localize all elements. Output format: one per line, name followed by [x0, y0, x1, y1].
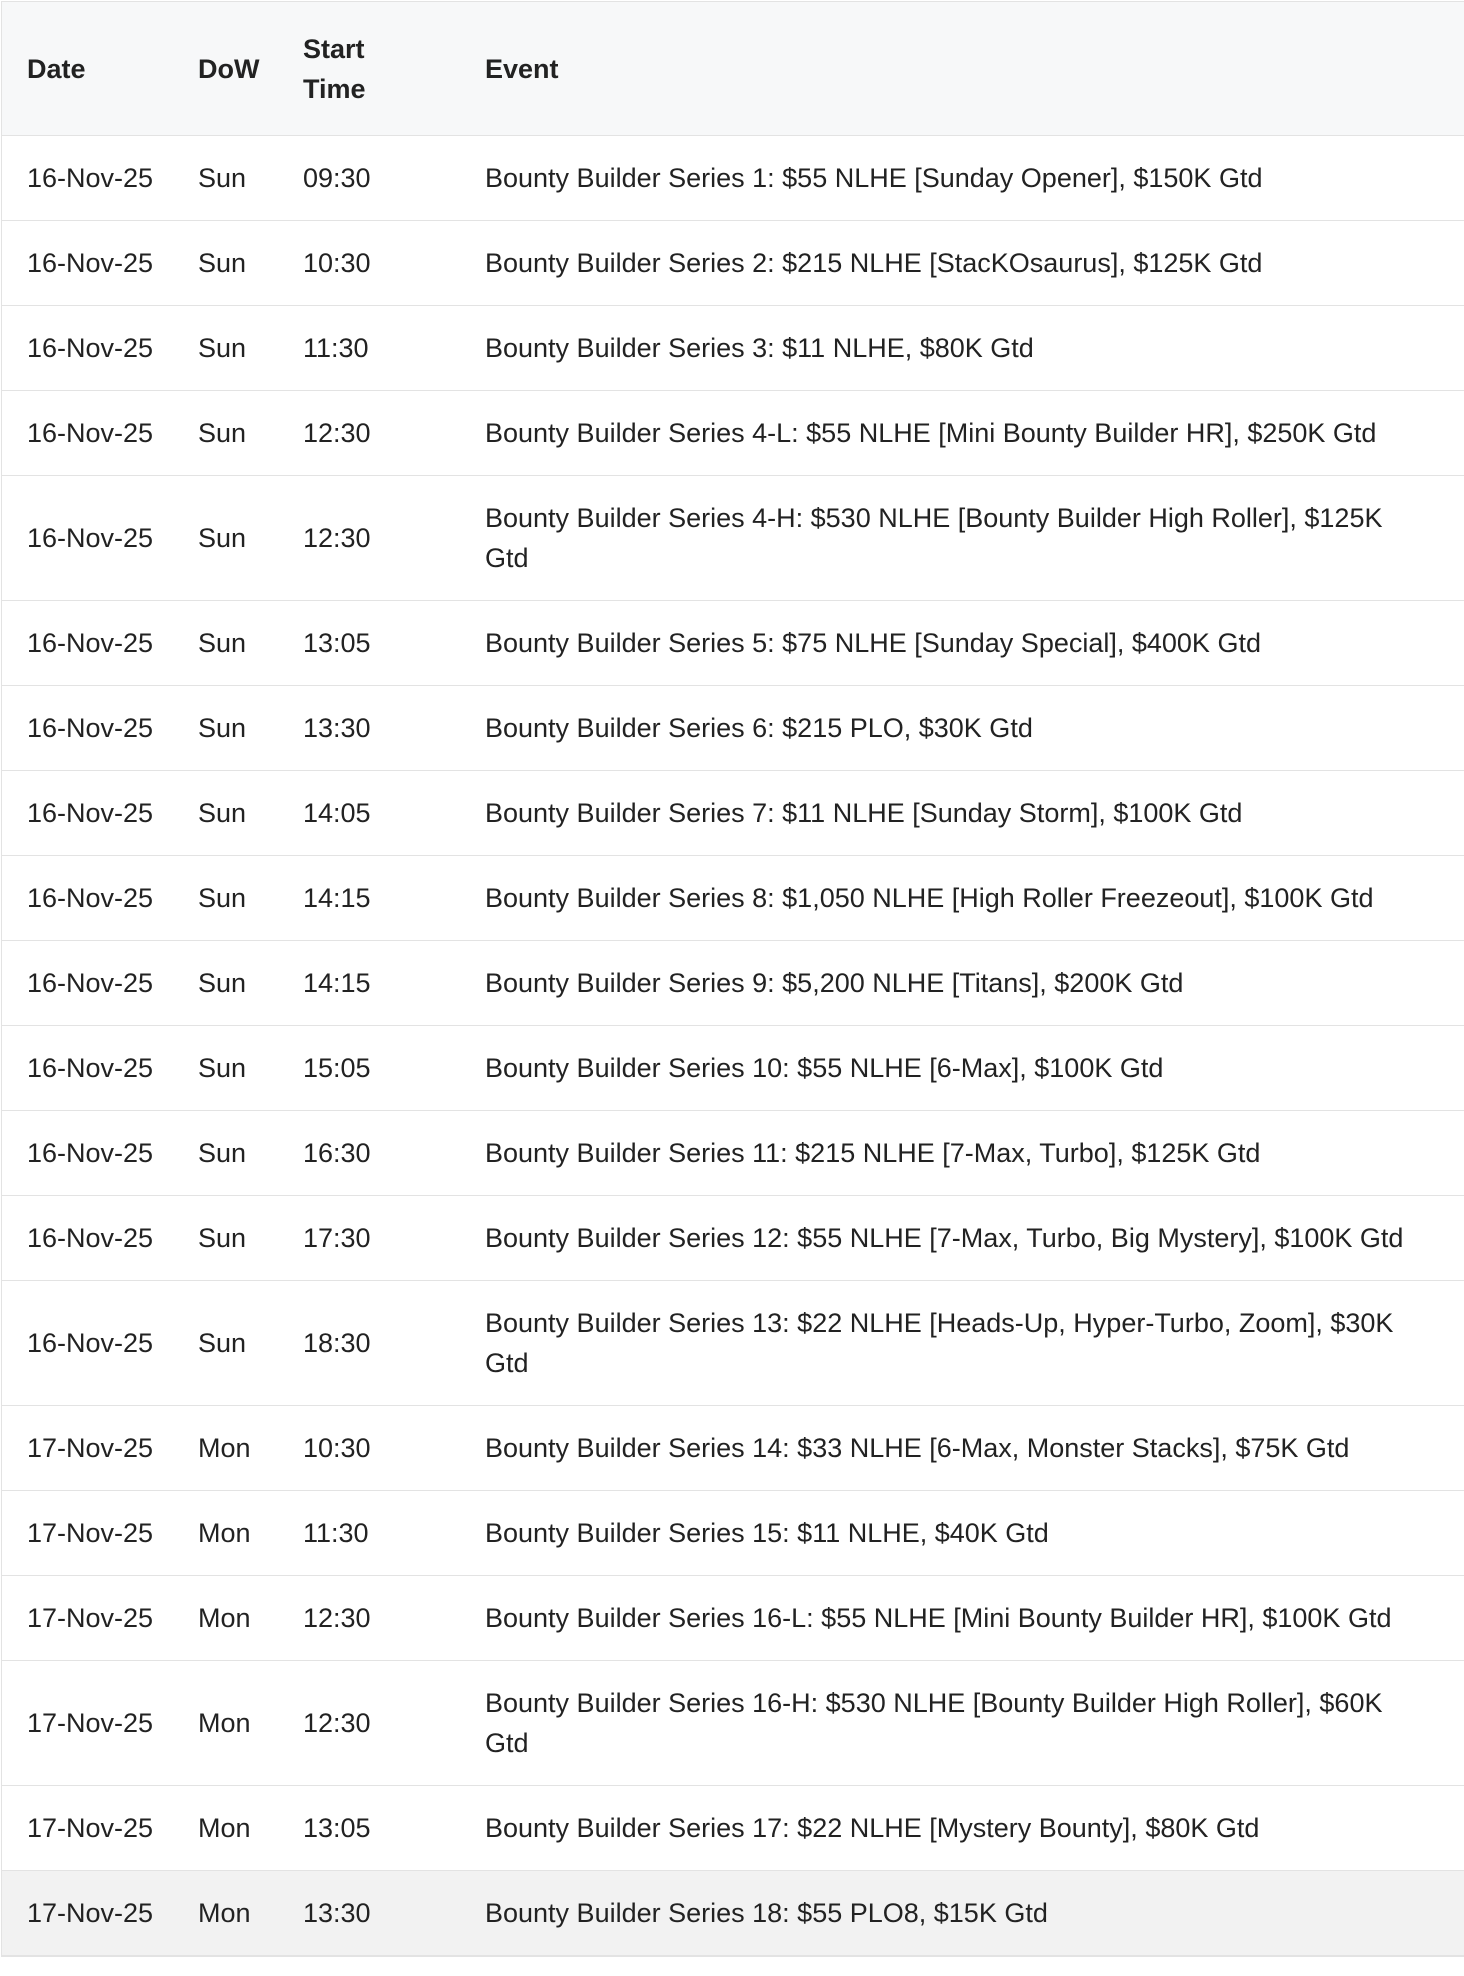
cell-date: 16-Nov-25: [2, 941, 173, 1026]
cell-start-time: 12:30: [278, 391, 460, 476]
cell-start-time: 16:30: [278, 1111, 460, 1196]
cell-event: Bounty Builder Series 1: $55 NLHE [Sunday Opener], $150K Gtd: [460, 136, 1464, 221]
cell-dow: Sun: [173, 1111, 278, 1196]
table-row: [2, 391, 1464, 476]
cell-event: Bounty Builder Series 12: $55 NLHE [7-Max, Turbo, Big Mystery], $100K Gtd: [460, 1196, 1464, 1281]
cell-event: Bounty Builder Series 7: $11 NLHE [Sunday Storm], $100K Gtd: [460, 771, 1464, 856]
header-dow: DoW: [173, 2, 278, 136]
table-row: [2, 476, 1464, 601]
cell-start-time: 14:05: [278, 771, 460, 856]
cell-start-time: 14:15: [278, 941, 460, 1026]
cell-event: Bounty Builder Series 9: $5,200 NLHE [Titans], $200K Gtd: [460, 941, 1464, 1026]
cell-date: 17-Nov-25: [2, 1661, 173, 1786]
table-row: [2, 221, 1464, 306]
cell-event: Bounty Builder Series 3: $11 NLHE, $80K Gtd: [460, 306, 1464, 391]
cell-start-time: 09:30: [278, 136, 460, 221]
cell-date: 16-Nov-25: [2, 686, 173, 771]
schedule-table-container: [1, 1, 1464, 1957]
cell-dow: Sun: [173, 856, 278, 941]
cell-date: 16-Nov-25: [2, 601, 173, 686]
table-body: [2, 136, 1464, 1956]
table-row: [2, 941, 1464, 1026]
header-start-time: [278, 2, 460, 136]
cell-start-time: 13:05: [278, 601, 460, 686]
cell-date: 17-Nov-25: [2, 1406, 173, 1491]
cell-event: Bounty Builder Series 18: $55 PLO8, $15K Gtd: [460, 1871, 1464, 1956]
cell-dow: Mon: [173, 1786, 278, 1871]
cell-event: Bounty Builder Series 2: $215 NLHE [StacKOsaurus], $125K Gtd: [460, 221, 1464, 306]
cell-dow: Mon: [173, 1661, 278, 1786]
cell-date: 16-Nov-25: [2, 1111, 173, 1196]
table-row: [2, 1196, 1464, 1281]
cell-dow: Sun: [173, 771, 278, 856]
cell-date: 16-Nov-25: [2, 476, 173, 601]
cell-date: 16-Nov-25: [2, 856, 173, 941]
cell-start-time: 12:30: [278, 476, 460, 601]
table-row: [2, 1281, 1464, 1406]
cell-date: 17-Nov-25: [2, 1491, 173, 1576]
cell-dow: Mon: [173, 1871, 278, 1956]
cell-date: 16-Nov-25: [2, 391, 173, 476]
cell-event: Bounty Builder Series 16-L: $55 NLHE [Mini Bounty Builder HR], $100K Gtd: [460, 1576, 1464, 1661]
cell-date: 16-Nov-25: [2, 221, 173, 306]
cell-start-time: 10:30: [278, 221, 460, 306]
cell-event: Bounty Builder Series 11: $215 NLHE [7-Max, Turbo], $125K Gtd: [460, 1111, 1464, 1196]
cell-date: 16-Nov-25: [2, 306, 173, 391]
table-row: [2, 1661, 1464, 1786]
cell-date: 16-Nov-25: [2, 1281, 173, 1406]
cell-date: 17-Nov-25: [2, 1576, 173, 1661]
table-row: [2, 1491, 1464, 1576]
table-row: [2, 686, 1464, 771]
header-date: Date: [2, 2, 173, 136]
table-row: [2, 771, 1464, 856]
cell-dow: Sun: [173, 601, 278, 686]
cell-start-time: 12:30: [278, 1661, 460, 1786]
table-row: [2, 306, 1464, 391]
table-row: [2, 601, 1464, 686]
cell-date: 17-Nov-25: [2, 1786, 173, 1871]
cell-start-time: 15:05: [278, 1026, 460, 1111]
cell-dow: Sun: [173, 686, 278, 771]
cell-start-time: 13:05: [278, 1786, 460, 1871]
table-row: [2, 136, 1464, 221]
table-row: [2, 1786, 1464, 1871]
cell-date: 17-Nov-25: [2, 1871, 173, 1956]
cell-dow: Mon: [173, 1406, 278, 1491]
cell-event: Bounty Builder Series 13: $22 NLHE [Heads-Up, Hyper-Turbo, Zoom], $30K Gtd: [460, 1281, 1464, 1406]
table-row: [2, 1111, 1464, 1196]
cell-start-time: 11:30: [278, 306, 460, 391]
cell-dow: Sun: [173, 476, 278, 601]
table-header: [2, 2, 1464, 136]
cell-start-time: 11:30: [278, 1491, 460, 1576]
table-row: [2, 856, 1464, 941]
cell-dow: Sun: [173, 941, 278, 1026]
cell-dow: Sun: [173, 1196, 278, 1281]
cell-event: Bounty Builder Series 4-L: $55 NLHE [Mini Bounty Builder HR], $250K Gtd: [460, 391, 1464, 476]
cell-event: Bounty Builder Series 6: $215 PLO, $30K Gtd: [460, 686, 1464, 771]
table-row: [2, 1576, 1464, 1661]
cell-event: Bounty Builder Series 14: $33 NLHE [6-Max, Monster Stacks], $75K Gtd: [460, 1406, 1464, 1491]
cell-start-time: 13:30: [278, 1871, 460, 1956]
cell-date: 16-Nov-25: [2, 1196, 173, 1281]
schedule-table: [2, 1, 1464, 1956]
cell-event: Bounty Builder Series 10: $55 NLHE [6-Max], $100K Gtd: [460, 1026, 1464, 1111]
header-event: Event: [460, 2, 1464, 136]
cell-dow: Sun: [173, 136, 278, 221]
cell-start-time: 14:15: [278, 856, 460, 941]
cell-event: Bounty Builder Series 4-H: $530 NLHE [Bounty Builder High Roller], $125K Gtd: [460, 476, 1464, 601]
cell-event: Bounty Builder Series 16-H: $530 NLHE [Bounty Builder High Roller], $60K Gtd: [460, 1661, 1464, 1786]
cell-event: Bounty Builder Series 15: $11 NLHE, $40K Gtd: [460, 1491, 1464, 1576]
cell-dow: Mon: [173, 1576, 278, 1661]
cell-start-time: 17:30: [278, 1196, 460, 1281]
table-row: [2, 1871, 1464, 1956]
cell-date: 16-Nov-25: [2, 136, 173, 221]
cell-event: Bounty Builder Series 17: $22 NLHE [Mystery Bounty], $80K Gtd: [460, 1786, 1464, 1871]
table-row: [2, 1406, 1464, 1491]
cell-dow: Mon: [173, 1491, 278, 1576]
cell-dow: Sun: [173, 1281, 278, 1406]
cell-event: Bounty Builder Series 5: $75 NLHE [Sunday Special], $400K Gtd: [460, 601, 1464, 686]
cell-dow: Sun: [173, 306, 278, 391]
cell-start-time: 13:30: [278, 686, 460, 771]
cell-dow: Sun: [173, 1026, 278, 1111]
cell-start-time: 10:30: [278, 1406, 460, 1491]
cell-date: 16-Nov-25: [2, 1026, 173, 1111]
cell-event: Bounty Builder Series 8: $1,050 NLHE [High Roller Freezeout], $100K Gtd: [460, 856, 1464, 941]
cell-start-time: 18:30: [278, 1281, 460, 1406]
header-row: [2, 2, 1464, 136]
header-start-time-line1: Start: [303, 33, 365, 64]
cell-date: 16-Nov-25: [2, 771, 173, 856]
table-row: [2, 1026, 1464, 1111]
cell-dow: Sun: [173, 391, 278, 476]
header-start-time-line2: Time: [303, 73, 366, 104]
cell-dow: Sun: [173, 221, 278, 306]
cell-start-time: 12:30: [278, 1576, 460, 1661]
